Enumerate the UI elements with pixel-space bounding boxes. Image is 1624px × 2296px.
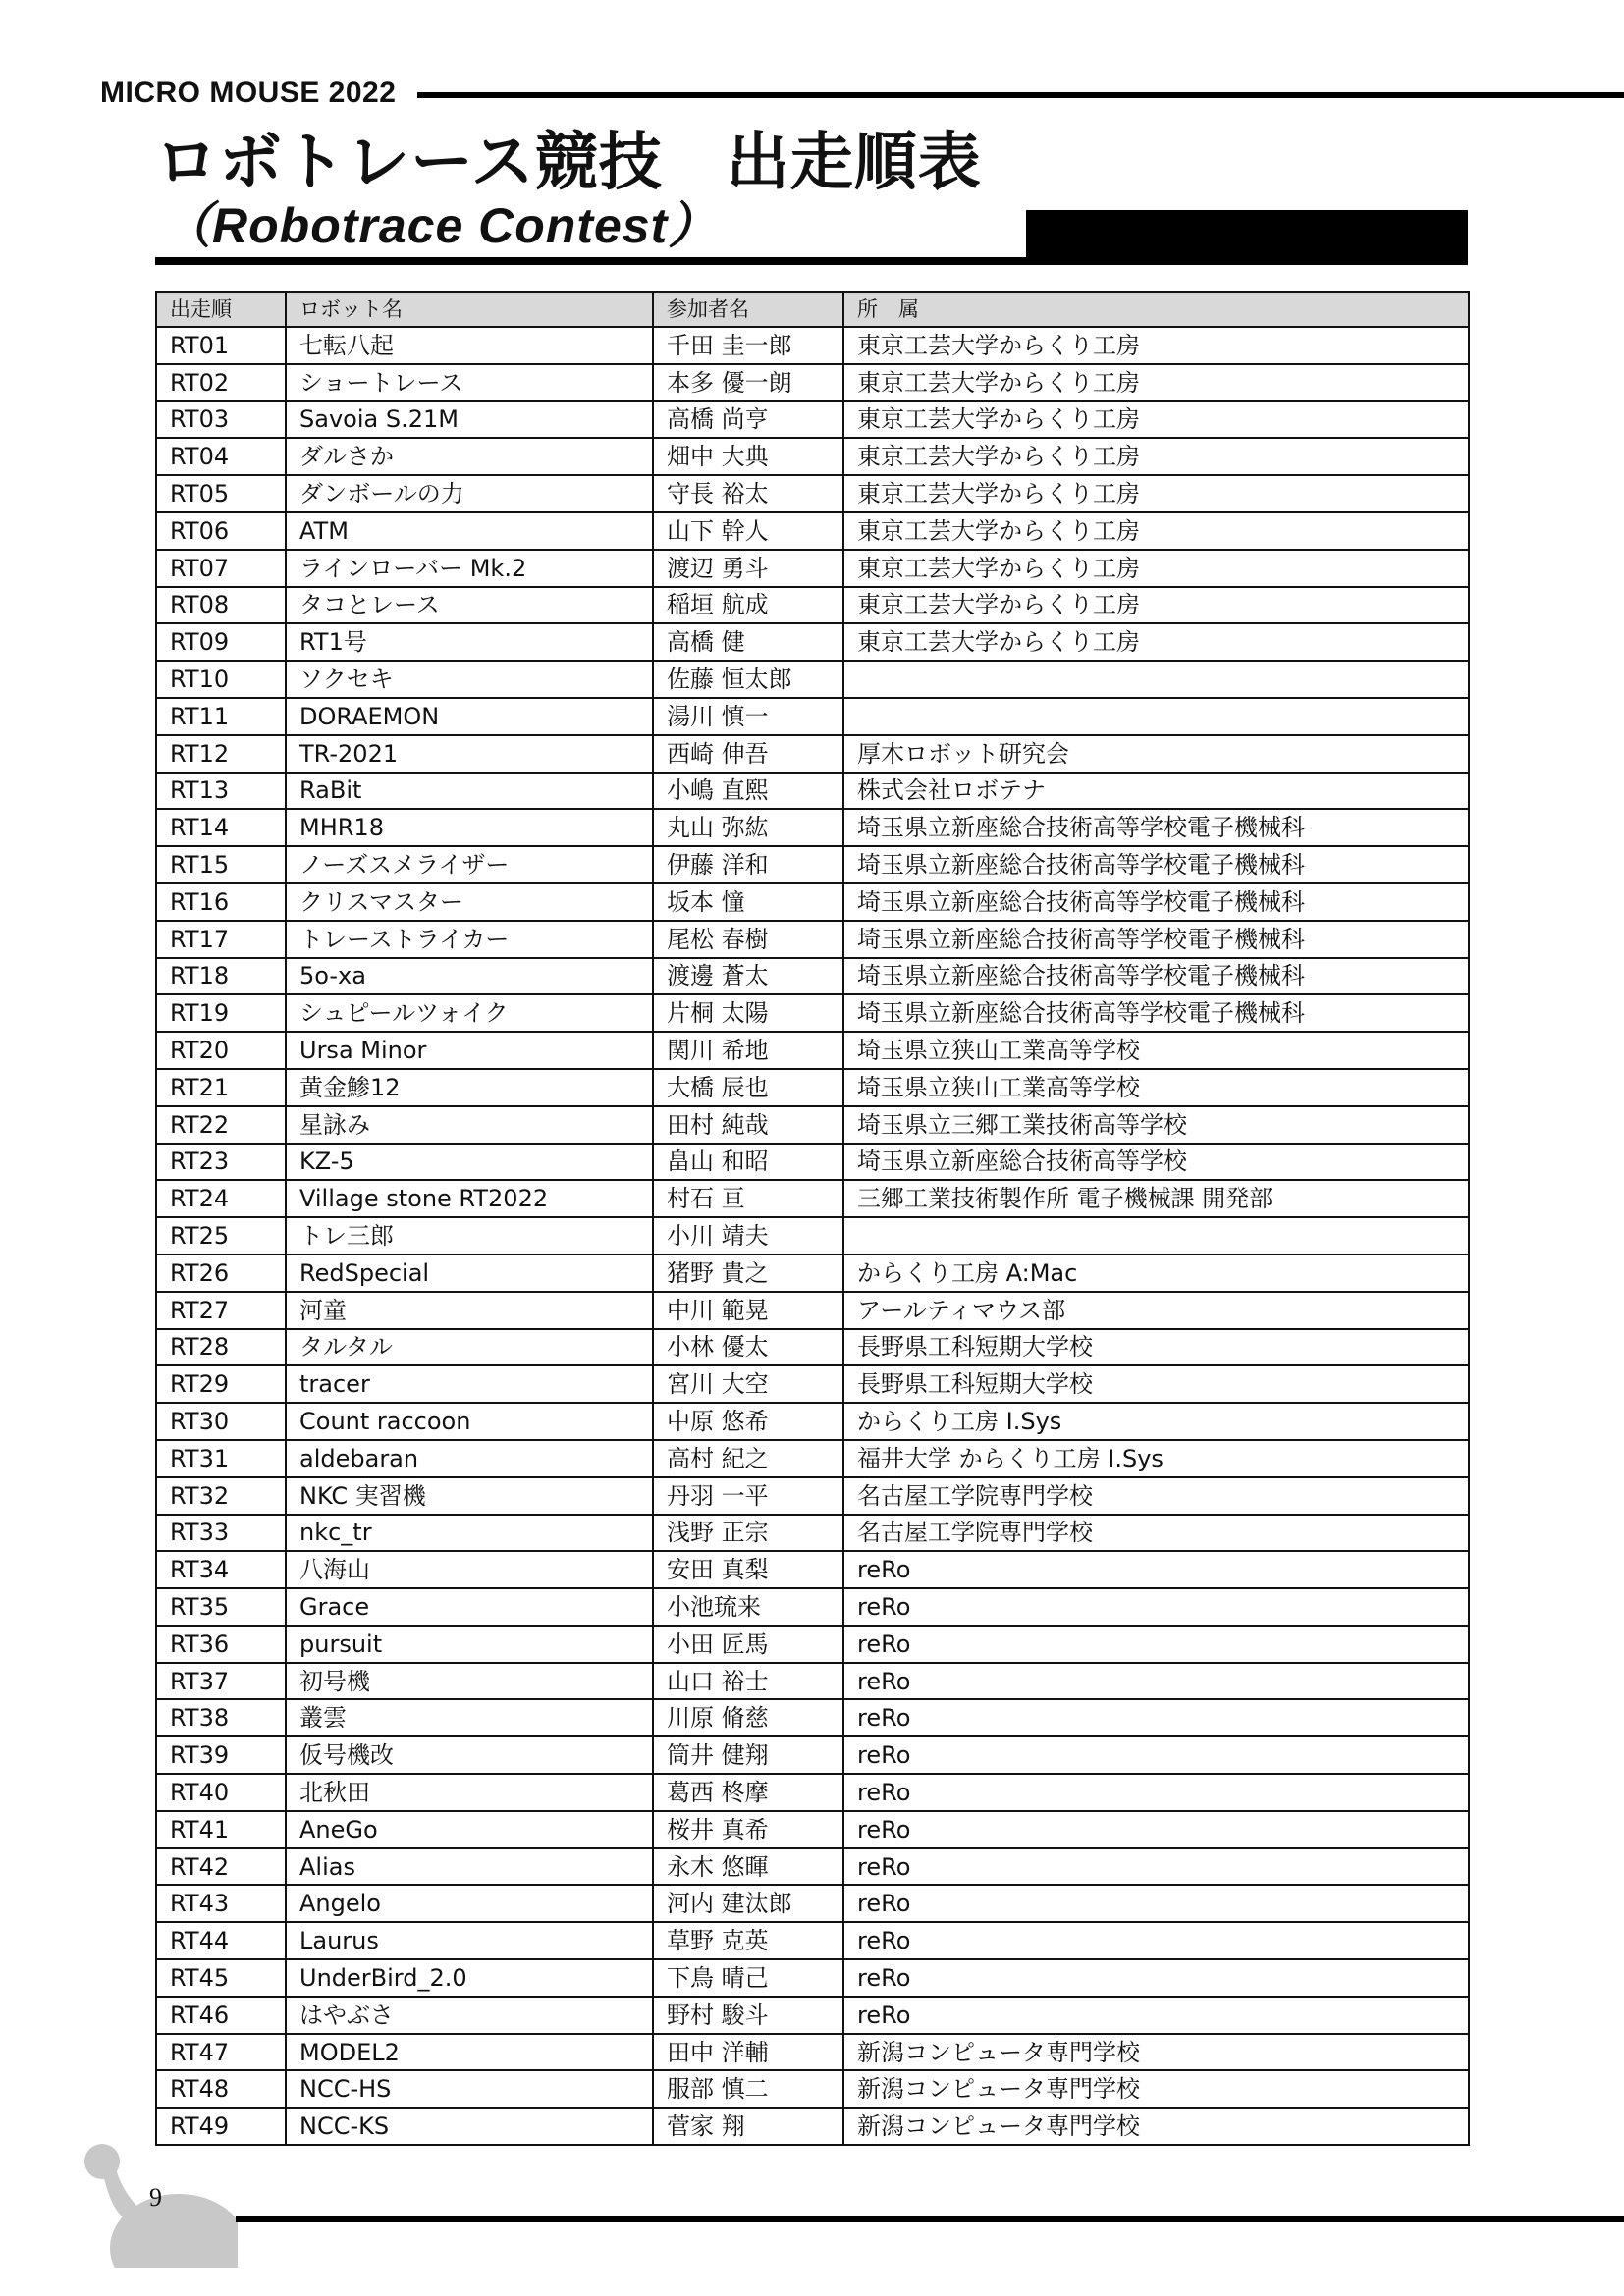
cell-order: RT37 [156, 1663, 286, 1700]
cell-robot-name: aldebaran [286, 1440, 653, 1477]
cell-robot-name: RaBit [286, 773, 653, 810]
cell-robot-name: Village stone RT2022 [286, 1180, 653, 1217]
table-row [156, 475, 1469, 512]
table-row [156, 550, 1469, 587]
table-row [156, 846, 1469, 883]
cell-affiliation: 東京工芸大学からくり工房 [843, 623, 1469, 661]
cell-participant: 高橋 尚亨 [653, 401, 843, 439]
cell-order: RT17 [156, 921, 286, 958]
cell-order: RT21 [156, 1069, 286, 1106]
cell-order: RT33 [156, 1515, 286, 1552]
cell-order: RT03 [156, 401, 286, 439]
cell-robot-name: ノーズスメライザー [286, 846, 653, 883]
cell-participant: 野村 駿斗 [653, 1997, 843, 2034]
cell-participant: 服部 慎二 [653, 2070, 843, 2108]
cell-participant: 片桐 太陽 [653, 994, 843, 1032]
table-row [156, 1292, 1469, 1329]
cell-participant: 川原 脩慈 [653, 1699, 843, 1736]
column-header-participant: 参加者名 [653, 292, 843, 327]
cell-affiliation: 長野県工科短期大学校 [843, 1329, 1469, 1366]
table-row [156, 1663, 1469, 1700]
cell-affiliation: 埼玉県立新座総合技術高等学校電子機械科 [843, 921, 1469, 958]
cell-affiliation: 東京工芸大学からくり工房 [843, 587, 1469, 624]
cell-participant: 浅野 正宗 [653, 1515, 843, 1552]
cell-order: RT07 [156, 550, 286, 587]
cell-order: RT22 [156, 1106, 286, 1144]
cell-affiliation: 東京工芸大学からくり工房 [843, 401, 1469, 439]
cell-affiliation: reRo [843, 1626, 1469, 1663]
cell-robot-name: ショートレース [286, 364, 653, 401]
cell-participant: 湯川 慎一 [653, 698, 843, 735]
table-row [156, 1885, 1469, 1922]
cell-robot-name: NCC-KS [286, 2108, 653, 2145]
cell-participant: 河内 建汰郎 [653, 1885, 843, 1922]
cell-order: RT38 [156, 1699, 286, 1736]
cell-order: RT10 [156, 661, 286, 698]
cell-robot-name: ATM [286, 512, 653, 550]
table-row [156, 1255, 1469, 1292]
cell-affiliation: reRo [843, 1588, 1469, 1626]
cell-participant: 中川 範晃 [653, 1292, 843, 1329]
table-row [156, 587, 1469, 624]
cell-participant: 中原 悠希 [653, 1403, 843, 1440]
table-row [156, 1180, 1469, 1217]
table-row [156, 2108, 1469, 2145]
cell-affiliation: reRo [843, 1551, 1469, 1588]
cell-order: RT40 [156, 1774, 286, 1811]
cell-participant: 畠山 和昭 [653, 1144, 843, 1181]
cell-order: RT26 [156, 1255, 286, 1292]
start-order-table [155, 291, 1470, 2146]
column-header-affiliation: 所 属 [843, 292, 1469, 327]
table-row [156, 661, 1469, 698]
cell-order: RT34 [156, 1551, 286, 1588]
page-title: ロボトレース競技 出走順表 [155, 127, 982, 199]
cell-participant: 高橋 健 [653, 623, 843, 661]
cell-order: RT02 [156, 364, 286, 401]
cell-order: RT19 [156, 994, 286, 1032]
cell-participant: 草野 克英 [653, 1922, 843, 1959]
cell-order: RT15 [156, 846, 286, 883]
table-row [156, 883, 1469, 921]
table-row [156, 1144, 1469, 1181]
cell-robot-name: NKC 実習機 [286, 1477, 653, 1515]
table-row [156, 512, 1469, 550]
cell-order: RT28 [156, 1329, 286, 1366]
cell-affiliation: 埼玉県立三郷工業技術高等学校 [843, 1106, 1469, 1144]
cell-order: RT25 [156, 1217, 286, 1255]
table-row [156, 1588, 1469, 1626]
page-number: 9 [149, 2183, 162, 2212]
cell-order: RT24 [156, 1180, 286, 1217]
cell-affiliation: reRo [843, 1997, 1469, 2034]
cell-participant: 渡邊 蒼太 [653, 958, 843, 995]
cell-robot-name: 八海山 [286, 1551, 653, 1588]
cell-order: RT43 [156, 1885, 286, 1922]
cell-affiliation: reRo [843, 1885, 1469, 1922]
cell-robot-name: 仮号機改 [286, 1736, 653, 1774]
cell-affiliation: からくり工房 I.Sys [843, 1403, 1469, 1440]
cell-robot-name: AneGo [286, 1811, 653, 1848]
table-row [156, 1736, 1469, 1774]
cell-participant: 田村 純哉 [653, 1106, 843, 1144]
cell-order: RT01 [156, 327, 286, 364]
cell-participant: 伊藤 洋和 [653, 846, 843, 883]
cell-robot-name: RedSpecial [286, 1255, 653, 1292]
cell-order: RT05 [156, 475, 286, 512]
cell-affiliation: reRo [843, 1736, 1469, 1774]
cell-order: RT35 [156, 1588, 286, 1626]
cell-affiliation: 埼玉県立狭山工業高等学校 [843, 1032, 1469, 1069]
cell-participant: 高村 紀之 [653, 1440, 843, 1477]
cell-participant: 佐藤 恒太郎 [653, 661, 843, 698]
table-row [156, 1069, 1469, 1106]
table-row [156, 1515, 1469, 1552]
footer-rule [236, 2216, 1624, 2222]
column-header-robot: ロボット名 [286, 292, 653, 327]
cell-order: RT36 [156, 1626, 286, 1663]
cell-participant: 関川 希地 [653, 1032, 843, 1069]
cell-participant: 小田 匠馬 [653, 1626, 843, 1663]
cell-robot-name: KZ-5 [286, 1144, 653, 1181]
cell-affiliation: アールティマウス部 [843, 1292, 1469, 1329]
cell-robot-name: 七転八起 [286, 327, 653, 364]
table-row [156, 1997, 1469, 2034]
cell-order: RT41 [156, 1811, 286, 1848]
cell-robot-name: シュピールツォイク [286, 994, 653, 1032]
cell-robot-name: 星詠み [286, 1106, 653, 1144]
cell-participant: 守長 裕太 [653, 475, 843, 512]
cell-robot-name: MODEL2 [286, 2034, 653, 2071]
table-row [156, 2070, 1469, 2108]
title-underline [155, 257, 1468, 265]
cell-robot-name: NCC-HS [286, 2070, 653, 2108]
cell-order: RT13 [156, 773, 286, 810]
cell-affiliation: 埼玉県立新座総合技術高等学校電子機械科 [843, 883, 1469, 921]
cell-affiliation: reRo [843, 1922, 1469, 1959]
cell-affiliation: からくり工房 A:Mac [843, 1255, 1469, 1292]
table-row [156, 735, 1469, 773]
cell-order: RT30 [156, 1403, 286, 1440]
cell-order: RT06 [156, 512, 286, 550]
table-row [156, 1774, 1469, 1811]
table-row [156, 401, 1469, 439]
cell-robot-name: DORAEMON [286, 698, 653, 735]
table-row [156, 1922, 1469, 1959]
cell-participant: 稲垣 航成 [653, 587, 843, 624]
table-row [156, 809, 1469, 846]
cell-participant: 村石 亘 [653, 1180, 843, 1217]
table-row [156, 1106, 1469, 1144]
cell-affiliation: 新潟コンピュータ専門学校 [843, 2034, 1469, 2071]
cell-robot-name: 黄金鯵12 [286, 1069, 653, 1106]
cell-affiliation: reRo [843, 1663, 1469, 1700]
cell-order: RT32 [156, 1477, 286, 1515]
table-row [156, 327, 1469, 364]
cell-affiliation: 埼玉県立狭山工業高等学校 [843, 1069, 1469, 1106]
cell-participant: 丹羽 一平 [653, 1477, 843, 1515]
cell-order: RT09 [156, 623, 286, 661]
cell-order: RT46 [156, 1997, 286, 2034]
cell-affiliation: 東京工芸大学からくり工房 [843, 364, 1469, 401]
cell-robot-name: ラインローバー Mk.2 [286, 550, 653, 587]
cell-order: RT31 [156, 1440, 286, 1477]
cell-participant: 尾松 春樹 [653, 921, 843, 958]
cell-order: RT23 [156, 1144, 286, 1181]
cell-robot-name: タコとレース [286, 587, 653, 624]
cell-participant: 永木 悠暉 [653, 1848, 843, 1886]
cell-robot-name: Grace [286, 1588, 653, 1626]
cell-order: RT11 [156, 698, 286, 735]
cell-affiliation: 新潟コンピュータ専門学校 [843, 2070, 1469, 2108]
cell-robot-name: MHR18 [286, 809, 653, 846]
cell-participant: 本多 優一朗 [653, 364, 843, 401]
cell-order: RT44 [156, 1922, 286, 1959]
cell-participant: 筒井 健翔 [653, 1736, 843, 1774]
table-row [156, 921, 1469, 958]
cell-robot-name: 河童 [286, 1292, 653, 1329]
cell-participant: 千田 圭一郎 [653, 327, 843, 364]
cell-participant: 山口 裕士 [653, 1663, 843, 1700]
cell-order: RT42 [156, 1848, 286, 1886]
cell-order: RT47 [156, 2034, 286, 2071]
table-header-row [156, 292, 1469, 327]
cell-affiliation: 名古屋工学院専門学校 [843, 1515, 1469, 1552]
column-header-order: 出走順 [156, 292, 286, 327]
table-row [156, 958, 1469, 995]
cell-affiliation: 福井大学 からくり工房 I.Sys [843, 1440, 1469, 1477]
table-row [156, 698, 1469, 735]
cell-order: RT14 [156, 809, 286, 846]
cell-order: RT08 [156, 587, 286, 624]
cell-affiliation: 埼玉県立新座総合技術高等学校 [843, 1144, 1469, 1181]
cell-participant: 下鳥 晴己 [653, 1959, 843, 1997]
cell-participant: 畑中 大典 [653, 438, 843, 475]
table-row [156, 438, 1469, 475]
cell-participant: 桜井 真希 [653, 1811, 843, 1848]
cell-participant: 丸山 弥紘 [653, 809, 843, 846]
cell-affiliation [843, 661, 1469, 698]
cell-affiliation: reRo [843, 1774, 1469, 1811]
cell-robot-name: タルタル [286, 1329, 653, 1366]
cell-participant: 安田 真梨 [653, 1551, 843, 1588]
cell-robot-name: トレ三郎 [286, 1217, 653, 1255]
cell-affiliation: 東京工芸大学からくり工房 [843, 512, 1469, 550]
cell-affiliation: 埼玉県立新座総合技術高等学校電子機械科 [843, 846, 1469, 883]
cell-order: RT49 [156, 2108, 286, 2145]
cell-robot-name: 初号機 [286, 1663, 653, 1700]
table-row [156, 1699, 1469, 1736]
cell-robot-name: TR-2021 [286, 735, 653, 773]
cell-participant: 大橋 辰也 [653, 1069, 843, 1106]
cell-affiliation: 東京工芸大学からくり工房 [843, 438, 1469, 475]
table-row [156, 1848, 1469, 1886]
cell-robot-name: トレーストライカー [286, 921, 653, 958]
table-row [156, 1329, 1469, 1366]
cell-participant: 小嶋 直熙 [653, 773, 843, 810]
cell-affiliation: 厚木ロボット研究会 [843, 735, 1469, 773]
cell-participant: 宮川 大空 [653, 1365, 843, 1403]
cell-participant: 渡辺 勇斗 [653, 550, 843, 587]
cell-order: RT18 [156, 958, 286, 995]
cell-participant: 小池琉来 [653, 1588, 843, 1626]
page-subtitle: （Robotrace Contest） [162, 198, 719, 253]
table-row [156, 994, 1469, 1032]
cell-participant: 西崎 伸吾 [653, 735, 843, 773]
cell-affiliation: 東京工芸大学からくり工房 [843, 550, 1469, 587]
series-label: MICRO MOUSE 2022 [100, 77, 397, 109]
cell-affiliation: 株式会社ロボテナ [843, 773, 1469, 810]
cell-affiliation: 埼玉県立新座総合技術高等学校電子機械科 [843, 958, 1469, 995]
cell-robot-name: tracer [286, 1365, 653, 1403]
cell-order: RT29 [156, 1365, 286, 1403]
cell-affiliation: reRo [843, 1699, 1469, 1736]
cell-affiliation: reRo [843, 1848, 1469, 1886]
table-row [156, 1551, 1469, 1588]
cell-robot-name: 5o-xa [286, 958, 653, 995]
table-row [156, 2034, 1469, 2071]
cell-order: RT04 [156, 438, 286, 475]
cell-robot-name: Ursa Minor [286, 1032, 653, 1069]
cell-robot-name: ダルさか [286, 438, 653, 475]
cell-robot-name: 北秋田 [286, 1774, 653, 1811]
cell-order: RT39 [156, 1736, 286, 1774]
table-row [156, 1440, 1469, 1477]
table-row [156, 1032, 1469, 1069]
cell-robot-name: pursuit [286, 1626, 653, 1663]
cell-robot-name: ダンボールの力 [286, 475, 653, 512]
cell-order: RT20 [156, 1032, 286, 1069]
cell-robot-name: Angelo [286, 1885, 653, 1922]
cell-participant: 猪野 貴之 [653, 1255, 843, 1292]
cell-participant: 葛西 柊摩 [653, 1774, 843, 1811]
cell-participant: 小林 優太 [653, 1329, 843, 1366]
cell-participant: 山下 幹人 [653, 512, 843, 550]
cell-order: RT12 [156, 735, 286, 773]
cell-participant: 坂本 憧 [653, 883, 843, 921]
cell-affiliation: 三郷工業技術製作所 電子機械課 開発部 [843, 1180, 1469, 1217]
table-row [156, 773, 1469, 810]
table-row [156, 1403, 1469, 1440]
cell-affiliation [843, 698, 1469, 735]
cell-affiliation [843, 1217, 1469, 1255]
cell-affiliation: 東京工芸大学からくり工房 [843, 327, 1469, 364]
cell-robot-name: RT1号 [286, 623, 653, 661]
cell-robot-name: Laurus [286, 1922, 653, 1959]
table-row [156, 1626, 1469, 1663]
cell-affiliation: 名古屋工学院専門学校 [843, 1477, 1469, 1515]
cell-affiliation: reRo [843, 1959, 1469, 1997]
cell-robot-name: クリスマスター [286, 883, 653, 921]
table-row [156, 623, 1469, 661]
cell-participant: 小川 靖夫 [653, 1217, 843, 1255]
cell-robot-name: UnderBird_2.0 [286, 1959, 653, 1997]
header-rule [417, 92, 1624, 98]
cell-order: RT48 [156, 2070, 286, 2108]
cell-robot-name: Savoia S.21M [286, 401, 653, 439]
cell-order: RT45 [156, 1959, 286, 1997]
cell-robot-name: Alias [286, 1848, 653, 1886]
cell-affiliation: 新潟コンピュータ専門学校 [843, 2108, 1469, 2145]
table-row [156, 1365, 1469, 1403]
table-row [156, 1959, 1469, 1997]
cell-affiliation: 東京工芸大学からくり工房 [843, 475, 1469, 512]
cell-robot-name: Count raccoon [286, 1403, 653, 1440]
table-row [156, 364, 1469, 401]
cell-affiliation: 埼玉県立新座総合技術高等学校電子機械科 [843, 809, 1469, 846]
table-row [156, 1477, 1469, 1515]
cell-order: RT27 [156, 1292, 286, 1329]
cell-robot-name: nkc_tr [286, 1515, 653, 1552]
cell-affiliation: 長野県工科短期大学校 [843, 1365, 1469, 1403]
cell-participant: 田中 洋輔 [653, 2034, 843, 2071]
cell-robot-name: はやぶさ [286, 1997, 653, 2034]
table-row [156, 1217, 1469, 1255]
cell-affiliation: reRo [843, 1811, 1469, 1848]
cell-robot-name: ソクセキ [286, 661, 653, 698]
cell-participant: 菅家 翔 [653, 2108, 843, 2145]
cell-affiliation: 埼玉県立新座総合技術高等学校電子機械科 [843, 994, 1469, 1032]
cell-order: RT16 [156, 883, 286, 921]
table-row [156, 1811, 1469, 1848]
cell-robot-name: 叢雲 [286, 1699, 653, 1736]
